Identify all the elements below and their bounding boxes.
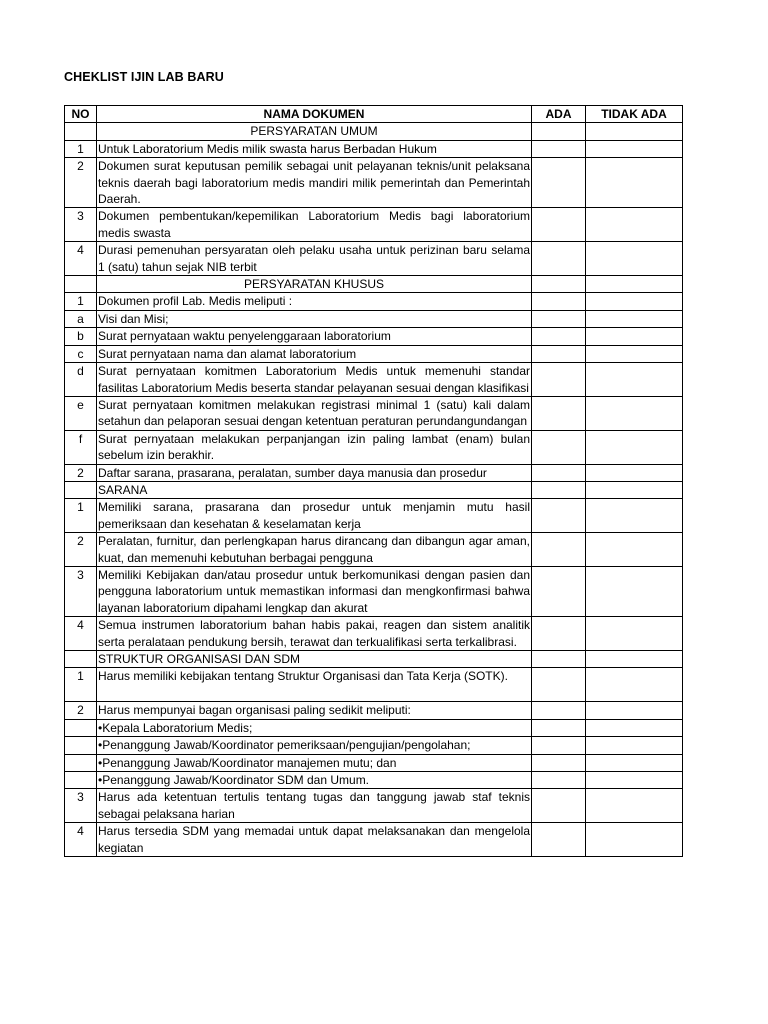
document-name: Dokumen surat keputusan pemilik sebagai unit pelayanan teknis/unit pelaksana teknis daerah bagi laboratorium medis mandiri milik pemerintah dan Pemerintah Daerah. — [98, 159, 530, 207]
row-number: 2 — [65, 158, 97, 208]
document-name: Untuk Laboratorium Medis milik swasta harus Berbadan Hukum — [97, 140, 532, 157]
row-number: c — [65, 345, 97, 362]
ada-cell — [532, 464, 586, 481]
tidak-ada-cell — [586, 464, 683, 481]
table-row — [65, 823, 683, 857]
tidak-ada-cell — [586, 140, 683, 157]
tidak-ada-cell — [586, 430, 683, 464]
table-header-row — [65, 106, 683, 123]
row-number — [65, 123, 97, 140]
table-row — [65, 737, 683, 754]
tidak-ada-cell — [586, 772, 683, 789]
row-number: 3 — [65, 789, 97, 823]
row-number — [65, 481, 97, 498]
ada-cell — [532, 702, 586, 719]
ada-cell — [532, 823, 586, 857]
document-name: •Penanggung Jawab/Koordinator manajemen mutu; dan — [97, 754, 532, 771]
table-row — [65, 789, 683, 823]
row-number: 3 — [65, 208, 97, 242]
row-number: 1 — [65, 293, 97, 310]
tidak-ada-cell — [586, 719, 683, 736]
document-name: Dokumen pembentukan/kepemilikan Laboratorium Medis bagi laboratorium medis swasta — [98, 209, 530, 240]
row-number — [65, 719, 97, 736]
row-number — [65, 276, 97, 293]
document-name: Surat pernyataan komitmen Laboratorium Medis untuk memenuhi standar fasilitas Laboratorium Medis beserta standar pelayanan sesuai dengan klasifikasi — [98, 364, 530, 395]
tidak-ada-cell — [586, 328, 683, 345]
ada-cell — [532, 499, 586, 533]
ada-cell — [532, 345, 586, 362]
row-number: 2 — [65, 464, 97, 481]
document-name: Harus mempunyai bagan organisasi paling sedikit meliputi: — [97, 702, 532, 719]
document-name: Surat pernyataan komitmen melakukan registrasi minimal 1 (satu) kali dalam setahun dan pelaporan sesuai dengan ketentuan peraturan perundangundangan — [98, 397, 530, 429]
row-number: d — [65, 363, 97, 397]
document-name: •Penanggung Jawab/Koordinator pemeriksaan/pengujian/pengolahan; — [97, 737, 532, 754]
document-name: Durasi pemenuhan persyaratan oleh pelaku usaha untuk perizinan baru selama 1 (satu) tahun sejak NIB terbit — [98, 243, 530, 274]
document-name: Surat pernyataan nama dan alamat laboratorium — [97, 345, 532, 362]
document-name: Peralatan, furnitur, dan perlengkapan harus dirancang dan dibangun agar aman, kuat, dan memenuhi kebutuhan berbagai pengguna — [98, 534, 530, 565]
ada-cell — [532, 242, 586, 276]
tidak-ada-cell — [586, 651, 683, 668]
ada-cell — [532, 293, 586, 310]
table-row — [65, 464, 683, 481]
document-name: Harus ada ketentuan tertulis tentang tugas dan tanggung jawab staf teknis sebagai pelaksana harian — [98, 790, 530, 821]
document-name: •Penanggung Jawab/Koordinator SDM dan Umum. — [97, 772, 532, 789]
table-row — [65, 140, 683, 157]
table-row — [65, 328, 683, 345]
row-number: 1 — [65, 140, 97, 157]
table-row — [65, 293, 683, 310]
table-row — [65, 208, 683, 242]
row-number: 2 — [65, 533, 97, 567]
section-row — [65, 123, 683, 140]
tidak-ada-cell — [586, 533, 683, 567]
tidak-ada-cell — [586, 617, 683, 651]
table-row — [65, 310, 683, 327]
ada-cell — [532, 566, 586, 616]
ada-cell — [532, 772, 586, 789]
tidak-ada-cell — [586, 158, 683, 208]
ada-cell — [532, 430, 586, 464]
row-number: 1 — [65, 499, 97, 533]
tidak-ada-cell — [586, 481, 683, 498]
header-ada: ADA — [532, 106, 586, 123]
ada-cell — [532, 668, 586, 702]
ada-cell — [532, 719, 586, 736]
table-row — [65, 617, 683, 651]
document-name: Dokumen profil Lab. Medis meliputi : — [97, 293, 532, 310]
tidak-ada-cell — [586, 276, 683, 293]
row-number: 4 — [65, 823, 97, 857]
document-name: Daftar sarana, prasarana, peralatan, sumber daya manusia dan prosedur — [97, 464, 532, 481]
ada-cell — [532, 396, 586, 430]
ada-cell — [532, 789, 586, 823]
ada-cell — [532, 481, 586, 498]
section-heading: PERSYARATAN UMUM — [97, 123, 532, 140]
table-row — [65, 533, 683, 567]
tidak-ada-cell — [586, 123, 683, 140]
document-name: Memiliki Kebijakan dan/atau prosedur untuk berkomunikasi dengan pasien dan pengguna laboratorium untuk memastikan informasi dan mengkonfirmasi bahwa layanan laboratorium dipahami lengkap dan akurat — [98, 567, 530, 615]
page-title: CHEKLIST IJIN LAB BARU — [64, 70, 224, 84]
row-number: 4 — [65, 242, 97, 276]
section-heading: SARANA — [97, 481, 532, 498]
row-number — [65, 737, 97, 754]
table-row — [65, 754, 683, 771]
ada-cell — [532, 651, 586, 668]
table-row — [65, 396, 683, 430]
header-document-name: NAMA DOKUMEN — [97, 106, 532, 123]
document-name: Visi dan Misi; — [97, 310, 532, 327]
table-row — [65, 566, 683, 616]
document-name: Surat pernyataan melakukan perpanjangan izin paling lambat (enam) bulan sebelum izin berakhir. — [98, 431, 530, 463]
ada-cell — [532, 123, 586, 140]
table-row — [65, 242, 683, 276]
section-heading: STRUKTUR ORGANISASI DAN SDM — [97, 651, 532, 668]
section-heading: PERSYARATAN KHUSUS — [97, 276, 532, 293]
document-name: Harus tersedia SDM yang memadai untuk dapat melaksanakan dan mengelola kegiatan — [98, 824, 530, 855]
table-row — [65, 158, 683, 208]
tidak-ada-cell — [586, 208, 683, 242]
document-name: Memiliki sarana, prasarana dan prosedur untuk menjamin mutu hasil pemeriksaan dan kesehatan & keselamatan kerja — [98, 500, 530, 531]
header-no: NO — [65, 106, 97, 123]
row-number: a — [65, 310, 97, 327]
ada-cell — [532, 533, 586, 567]
tidak-ada-cell — [586, 823, 683, 857]
ada-cell — [532, 140, 586, 157]
tidak-ada-cell — [586, 702, 683, 719]
tidak-ada-cell — [586, 310, 683, 327]
ada-cell — [532, 737, 586, 754]
document-name: •Kepala Laboratorium Medis; — [97, 719, 532, 736]
row-number: f — [65, 430, 97, 464]
table-row — [65, 345, 683, 362]
ada-cell — [532, 617, 586, 651]
row-number — [65, 754, 97, 771]
table-row — [65, 430, 683, 464]
ada-cell — [532, 158, 586, 208]
row-number: 3 — [65, 566, 97, 616]
row-number: 1 — [65, 668, 97, 702]
tidak-ada-cell — [586, 396, 683, 430]
table-row — [65, 363, 683, 397]
row-number: b — [65, 328, 97, 345]
ada-cell — [532, 328, 586, 345]
ada-cell — [532, 754, 586, 771]
document-name: Surat pernyataan waktu penyelenggaraan laboratorium — [97, 328, 532, 345]
tidak-ada-cell — [586, 668, 683, 702]
table-row — [65, 702, 683, 719]
table-row — [65, 719, 683, 736]
tidak-ada-cell — [586, 566, 683, 616]
checklist-table — [64, 105, 683, 857]
ada-cell — [532, 363, 586, 397]
tidak-ada-cell — [586, 737, 683, 754]
tidak-ada-cell — [586, 499, 683, 533]
tidak-ada-cell — [586, 363, 683, 397]
tidak-ada-cell — [586, 293, 683, 310]
document-name: Semua instrumen laboratorium bahan habis pakai, reagen dan sistem analitik serta peralataan pendukung bersih, terawat dan terkualifikasi serta terkalibrasi. — [98, 618, 530, 649]
row-number: e — [65, 396, 97, 430]
header-tidak-ada: TIDAK ADA — [586, 106, 683, 123]
ada-cell — [532, 310, 586, 327]
row-number — [65, 772, 97, 789]
row-number: 4 — [65, 617, 97, 651]
tidak-ada-cell — [586, 754, 683, 771]
section-row — [65, 481, 683, 498]
section-row — [65, 276, 683, 293]
tidak-ada-cell — [586, 345, 683, 362]
tidak-ada-cell — [586, 789, 683, 823]
document-name: Harus memiliki kebijakan tentang Struktur Organisasi dan Tata Kerja (SOTK). — [97, 668, 532, 702]
section-row — [65, 651, 683, 668]
tidak-ada-cell — [586, 242, 683, 276]
row-number: 2 — [65, 702, 97, 719]
table-row — [65, 668, 683, 702]
ada-cell — [532, 208, 586, 242]
row-number — [65, 651, 97, 668]
ada-cell — [532, 276, 586, 293]
table-row — [65, 499, 683, 533]
table-row — [65, 772, 683, 789]
